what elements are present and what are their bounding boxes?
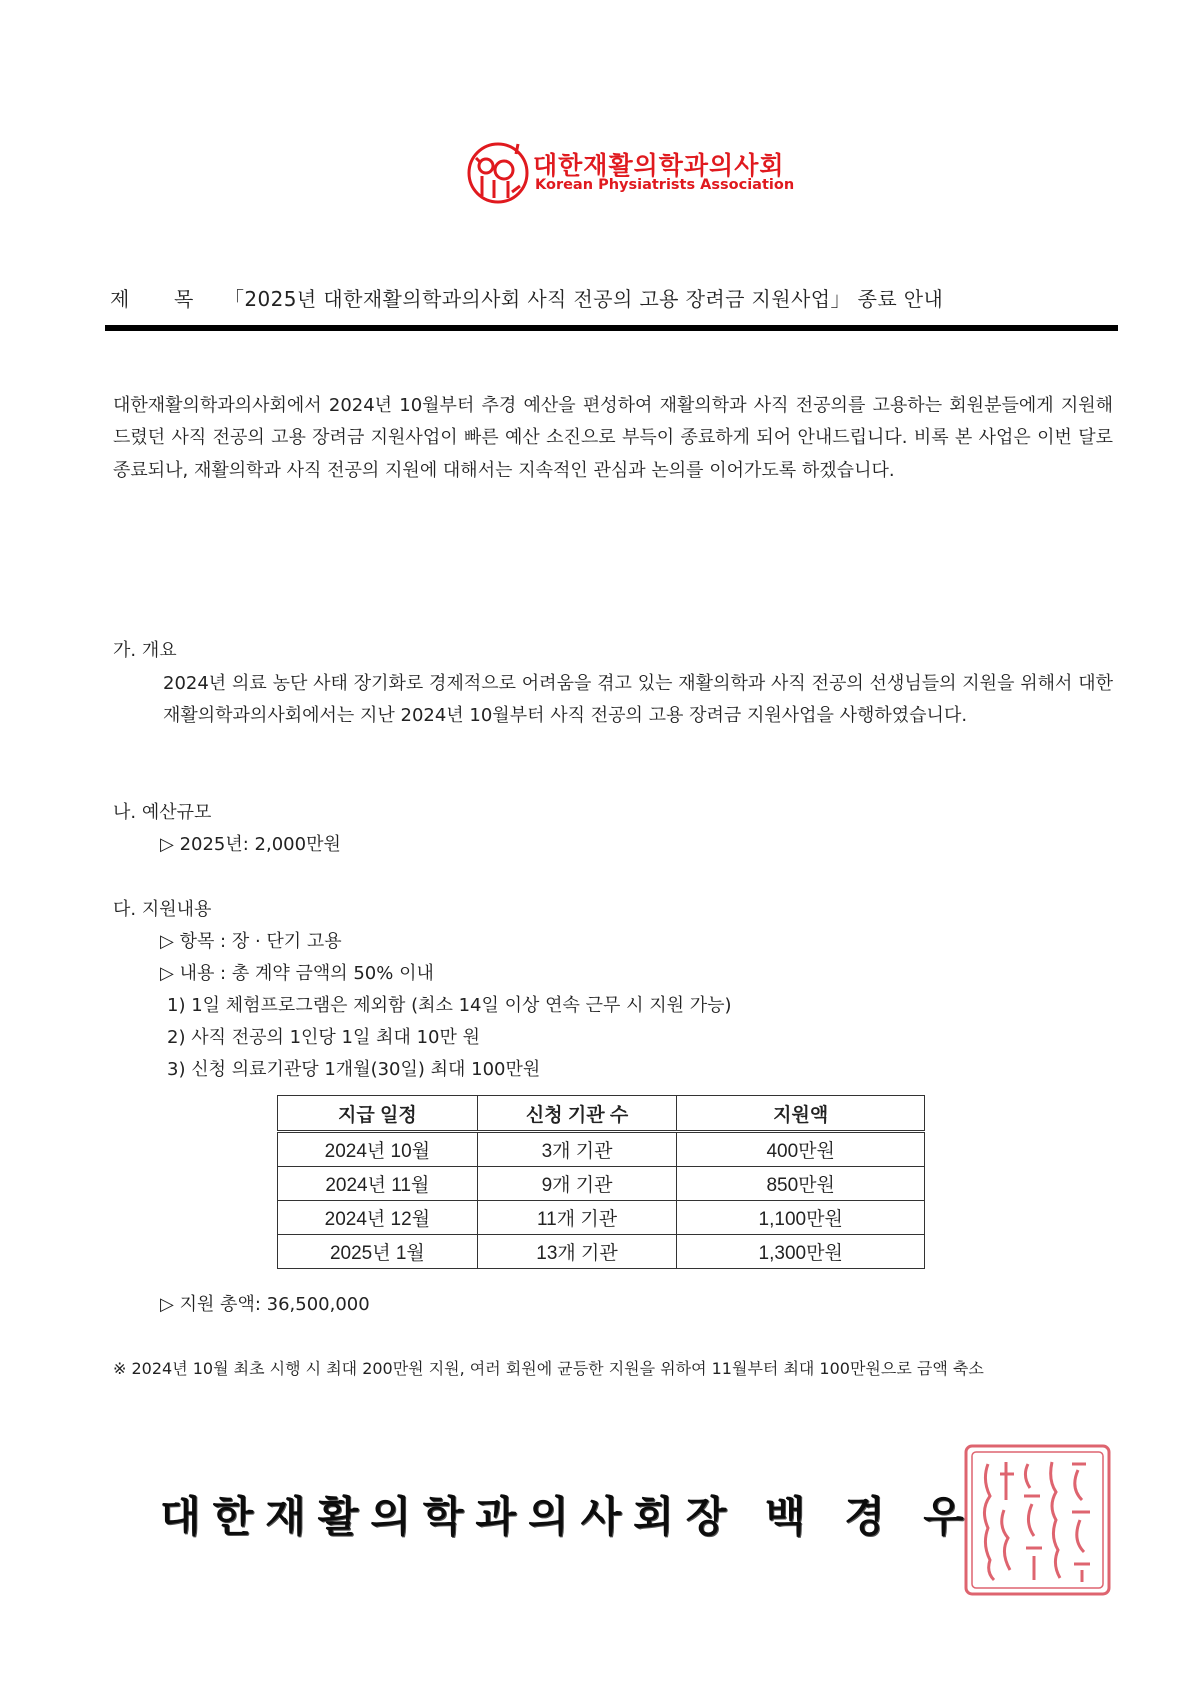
logo-korean-name: 대한재활의학과의사회 [533,151,785,180]
table-cell-institutions: 13개 기관 [477,1235,677,1269]
budget-item: ▷ 2025년: 2,000만원 [160,834,341,855]
column-header-institution-count: 신청 기관 수 [477,1096,677,1132]
table-cell-amount: 400만원 [677,1132,925,1167]
support-item-category: ▷ 항목 : 장 · 단기 고용 [160,931,342,952]
support-note: 2) 사직 전공의 1인당 1일 최대 10만 원 [167,1027,480,1048]
support-note: 3) 신청 의료기관당 1개월(30일) 최대 100만원 [167,1059,541,1080]
logo-emblem-icon [469,144,527,202]
column-header-payment-schedule: 지급 일정 [278,1096,478,1132]
logo-english-name: Korean Physiatrists Association [535,177,795,193]
table-cell-schedule: 2024년 11월 [278,1167,478,1201]
table-cell-institutions: 9개 기관 [477,1167,677,1201]
table-row [278,1132,925,1167]
table-header-row [278,1096,925,1132]
table-cell-amount: 1,100만원 [677,1201,925,1235]
subject-label-second-char: 목 [174,287,194,311]
table-cell-institutions: 11개 기관 [477,1201,677,1235]
table-cell-amount: 1,300만원 [677,1235,925,1269]
subject-divider [105,325,1118,331]
table-row [278,1235,925,1269]
support-item-content: ▷ 내용 : 총 계약 금액의 50% 이내 [160,963,434,984]
footnote: ※ 2024년 10월 최초 시행 시 최대 200만원 지원, 여러 회원에 균등한 지원을 위하여 11월부터 최대 100만원으로 금액 축소 [113,1359,984,1378]
table-cell-institutions: 3개 기관 [477,1132,677,1167]
official-seal-stamp [960,1440,1115,1600]
section-support-title: 다. 지원내용 [113,899,212,920]
intro-paragraph: 대한재활의학과의사회에서 2024년 10월부터 추경 예산을 편성하여 재활의학과 사직 전공의를 고용하는 회원분들에게 지원해드렸던 사직 전공의 고용 장려금 지원사업이 빠른 예산 소진으로 부득이 종료하게 되어 안내드립니다. 비록 본 사업은 이번 달로 종료되나, 재활의학과 사직 전공의 지원에 대해서는 지속적인 관심과 논의를 이어가도록 하겠습니다. [113,395,1113,481]
president-signature-line: 대한재활의학과의사회장 백 경 우 [160,1492,976,1541]
table-cell-amount: 850만원 [677,1167,925,1201]
column-header-support-amount: 지원액 [677,1096,925,1132]
support-total: ▷ 지원 총액: 36,500,000 [160,1294,370,1315]
table-row [278,1167,925,1201]
document-subject: 「2025년 대한재활의학과의사회 사직 전공의 고용 장려금 지원사업」 종료 안내 [224,287,944,311]
table-cell-schedule: 2024년 12월 [278,1201,478,1235]
table-row [278,1201,925,1235]
section-overview-title: 가. 개요 [113,640,177,661]
support-note: 1) 1일 체험프로그램은 제외함 (최소 14일 이상 연속 근무 시 지원 가능) [167,995,732,1016]
section-overview-body: 2024년 의료 농단 사태 장기화로 경제적으로 어려움을 겪고 있는 재활의학과 사직 전공의 선생님들의 지원을 위해서 대한재활의학과의사회에서는 지난 2024년 10월부터 사직 전공의 고용 장려금 지원사업을 사행하였습니다. [163,673,1113,727]
table-cell-schedule: 2024년 10월 [278,1132,478,1167]
support-schedule-table [277,1095,925,1269]
subject-label-first-char: 제 [110,287,130,311]
section-budget-title: 나. 예산규모 [113,802,212,823]
table-cell-schedule: 2025년 1월 [278,1235,478,1269]
